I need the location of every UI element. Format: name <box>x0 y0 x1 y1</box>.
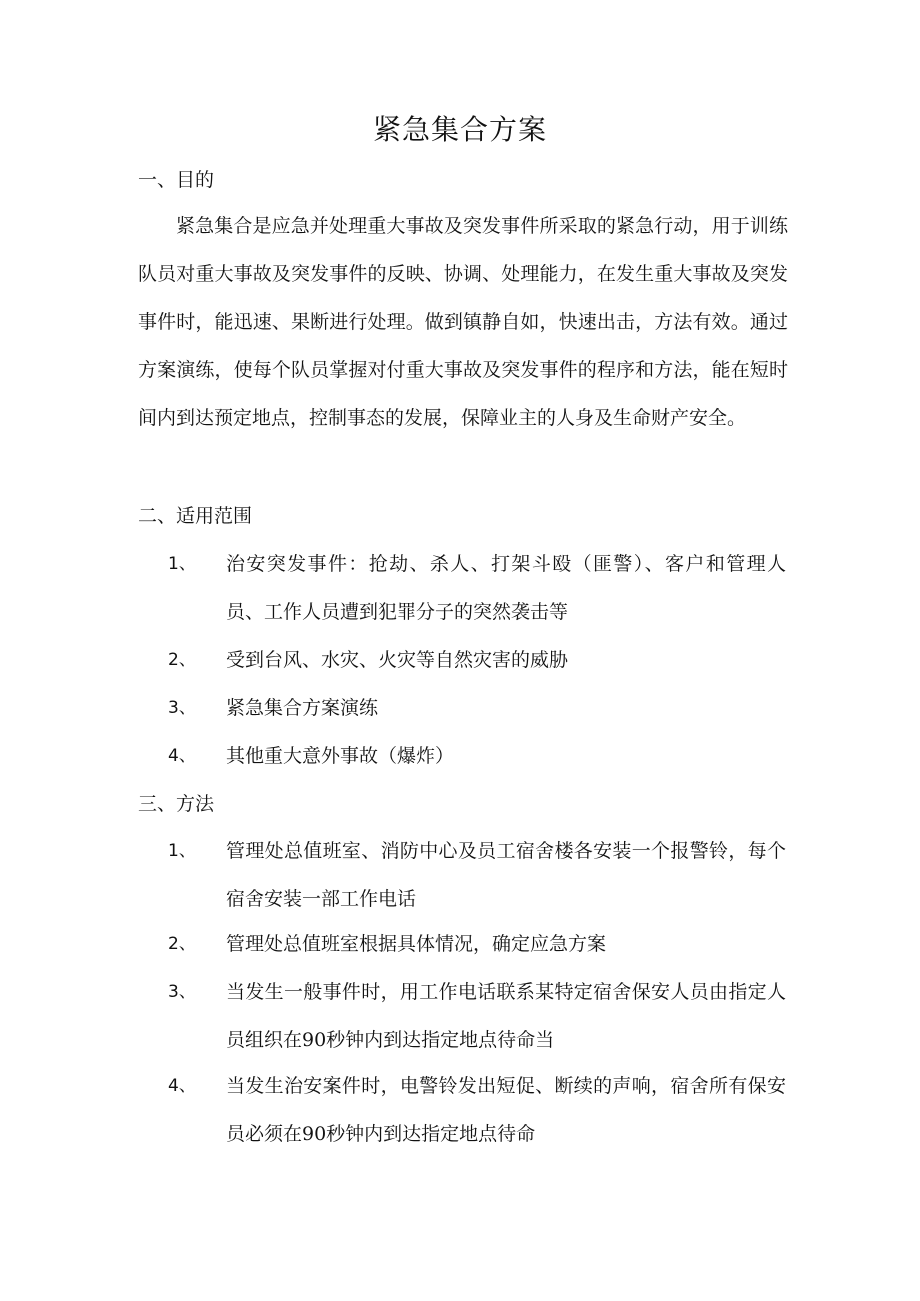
section-heading-method: 三、方法 <box>138 793 215 815</box>
list-item-text: 管理处总值班室、消防中心及员工宿舍楼各安装一个报警铃，每个宿舍安装一部工作电话 <box>226 840 786 910</box>
list-item-number: 1、 <box>168 841 196 861</box>
list-item-number: 4、 <box>168 746 196 766</box>
list-item-text: 治安突发事件：抢劫、杀人、打架斗殴（匪警）、客户和管理人员、工作人员遭到犯罪分子的突然袭击等 <box>226 553 786 623</box>
list-item-text: 紧急集合方案演练 <box>226 697 379 719</box>
list-item-number: 4、 <box>168 1076 196 1096</box>
list-item-number: 2、 <box>168 650 196 670</box>
section-heading-purpose: 一、目的 <box>138 169 215 191</box>
list-item-text: 其他重大意外事故（爆炸） <box>226 745 455 767</box>
list-item-text: 当发生一般事件时，用工作电话联系某特定宿舍保安人员由指定人员组织在90秒钟内到达指定地点待命当 <box>226 981 786 1051</box>
section-heading-scope: 二、适用范围 <box>138 505 253 527</box>
list-item-text: 受到台风、水灾、火灾等自然灾害的威胁 <box>226 649 569 671</box>
list-item-text: 当发生治安案件时，电警铃发出短促、断续的声响，宿舍所有保安员必须在90秒钟内到达指定地点待命 <box>226 1075 786 1145</box>
list-item-text: 管理处总值班室根据具体情况，确定应急方案 <box>226 933 607 955</box>
list-item-number: 1、 <box>168 554 196 574</box>
list-item-number: 2、 <box>168 934 196 954</box>
purpose-paragraph: 紧急集合是应急并处理重大事故及突发事件所采取的紧急行动，用于训练队员对重大事故及突发事件的反映、协调、处理能力，在发生重大事故及突发事件时，能迅速、果断进行处理。做到镇静自如，快速出击，方法有效。通过方案演练，使每个队员掌握对付重大事故及突发事件的程序和方法，能在短时间内到达预定地点，控制事态的发展，保障业主的人身及生命财产安全。 <box>138 215 788 429</box>
list-item-number: 3、 <box>168 982 196 1002</box>
list-item-number: 3、 <box>168 698 196 718</box>
document-title: 紧急集合方案 <box>372 113 547 146</box>
